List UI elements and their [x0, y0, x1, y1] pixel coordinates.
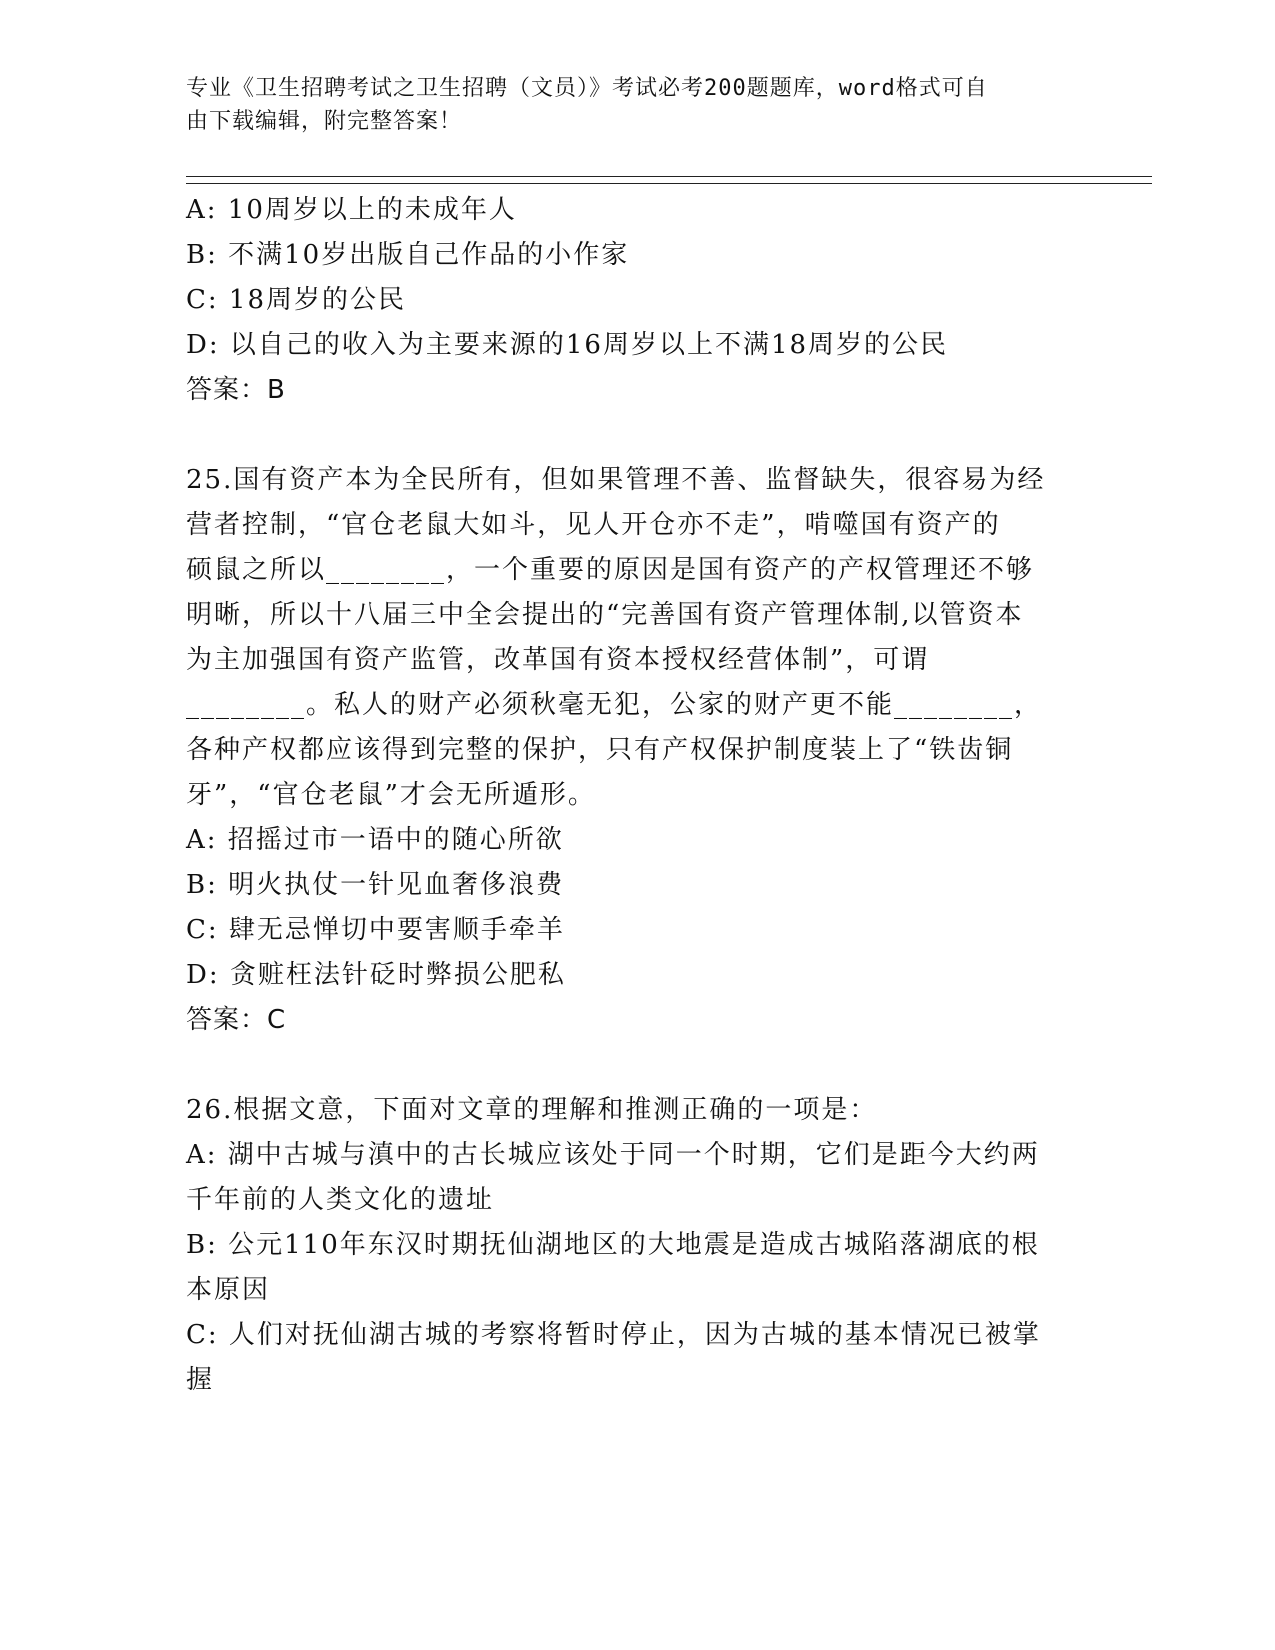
header-line-1: 专业《卫生招聘考试之卫生招聘（文员）》考试必考200题题库，word格式可自	[186, 76, 988, 101]
option-a: A: 10周岁以上的未成年人	[186, 195, 517, 225]
option-d: D: 以自己的收入为主要来源的16周岁以上不满18周岁的公民	[186, 330, 949, 360]
question-text-line: 牙”，“官仓老鼠”才会无所遁形。	[186, 780, 596, 810]
option-c: C: 人们对抚仙湖古城的考察将暂时停止，因为古城的基本情况已被掌	[186, 1320, 1041, 1350]
document-header	[186, 72, 1066, 138]
option-b: B: 明火执仗一针见血奢侈浪费	[186, 870, 565, 900]
spacer	[186, 413, 1066, 458]
spacer	[186, 1043, 1066, 1088]
option-a: A: 招摇过市一语中的随心所欲	[186, 825, 564, 855]
header-divider	[186, 176, 1152, 184]
question-text-line: 25.国有资产本为全民所有，但如果管理不善、监督缺失，很容易为经	[186, 465, 1046, 495]
answer-line: 答案：C	[186, 1005, 287, 1035]
option-a-continued: 千年前的人类文化的遗址	[186, 1185, 495, 1215]
document-body	[186, 188, 1066, 1403]
option-b-continued: 本原因	[186, 1275, 271, 1305]
option-c: C: 18周岁的公民	[186, 285, 407, 315]
option-c-continued: 握	[186, 1365, 215, 1395]
header-line-2: 由下载编辑，附完整答案！	[186, 109, 463, 134]
answer-line: 答案：B	[186, 375, 286, 405]
option-c: C: 肆无忌惮切中要害顺手牵羊	[186, 915, 565, 945]
question-text-line: ________。私人的财产必须秋毫无犯，公家的财产更不能________，	[186, 690, 1043, 720]
question-block-26	[186, 1088, 1066, 1403]
question-text-line: 各种产权都应该得到完整的保护，只有产权保护制度装上了“铁齿铜	[186, 735, 1014, 765]
question-block-25	[186, 458, 1066, 1043]
option-b: B: 公元110年东汉时期抚仙湖地区的大地震是造成古城陷落湖底的根	[186, 1230, 1040, 1260]
option-a: A: 湖中古城与滇中的古长城应该处于同一个时期，它们是距今大约两	[186, 1140, 1040, 1170]
question-text-line: 明晰，所以十八届三中全会提出的“完善国有资产管理体制,以管资本	[186, 600, 1024, 630]
option-b: B: 不满10岁出版自己作品的小作家	[186, 240, 630, 270]
question-text-line: 硕鼠之所以________，一个重要的原因是国有资产的产权管理还不够	[186, 555, 1035, 585]
question-text-line: 26.根据文意，下面对文章的理解和推测正确的一项是：	[186, 1095, 878, 1125]
question-text-line: 营者控制，“官仓老鼠大如斗，见人开仓亦不走”，啃噬国有资产的	[186, 510, 1001, 540]
question-block-24	[186, 188, 1066, 413]
question-text-line: 为主加强国有资产监管，改革国有资本授权经营体制”，可谓	[186, 645, 930, 675]
option-d: D: 贪赃枉法针砭时弊损公肥私	[186, 960, 566, 990]
